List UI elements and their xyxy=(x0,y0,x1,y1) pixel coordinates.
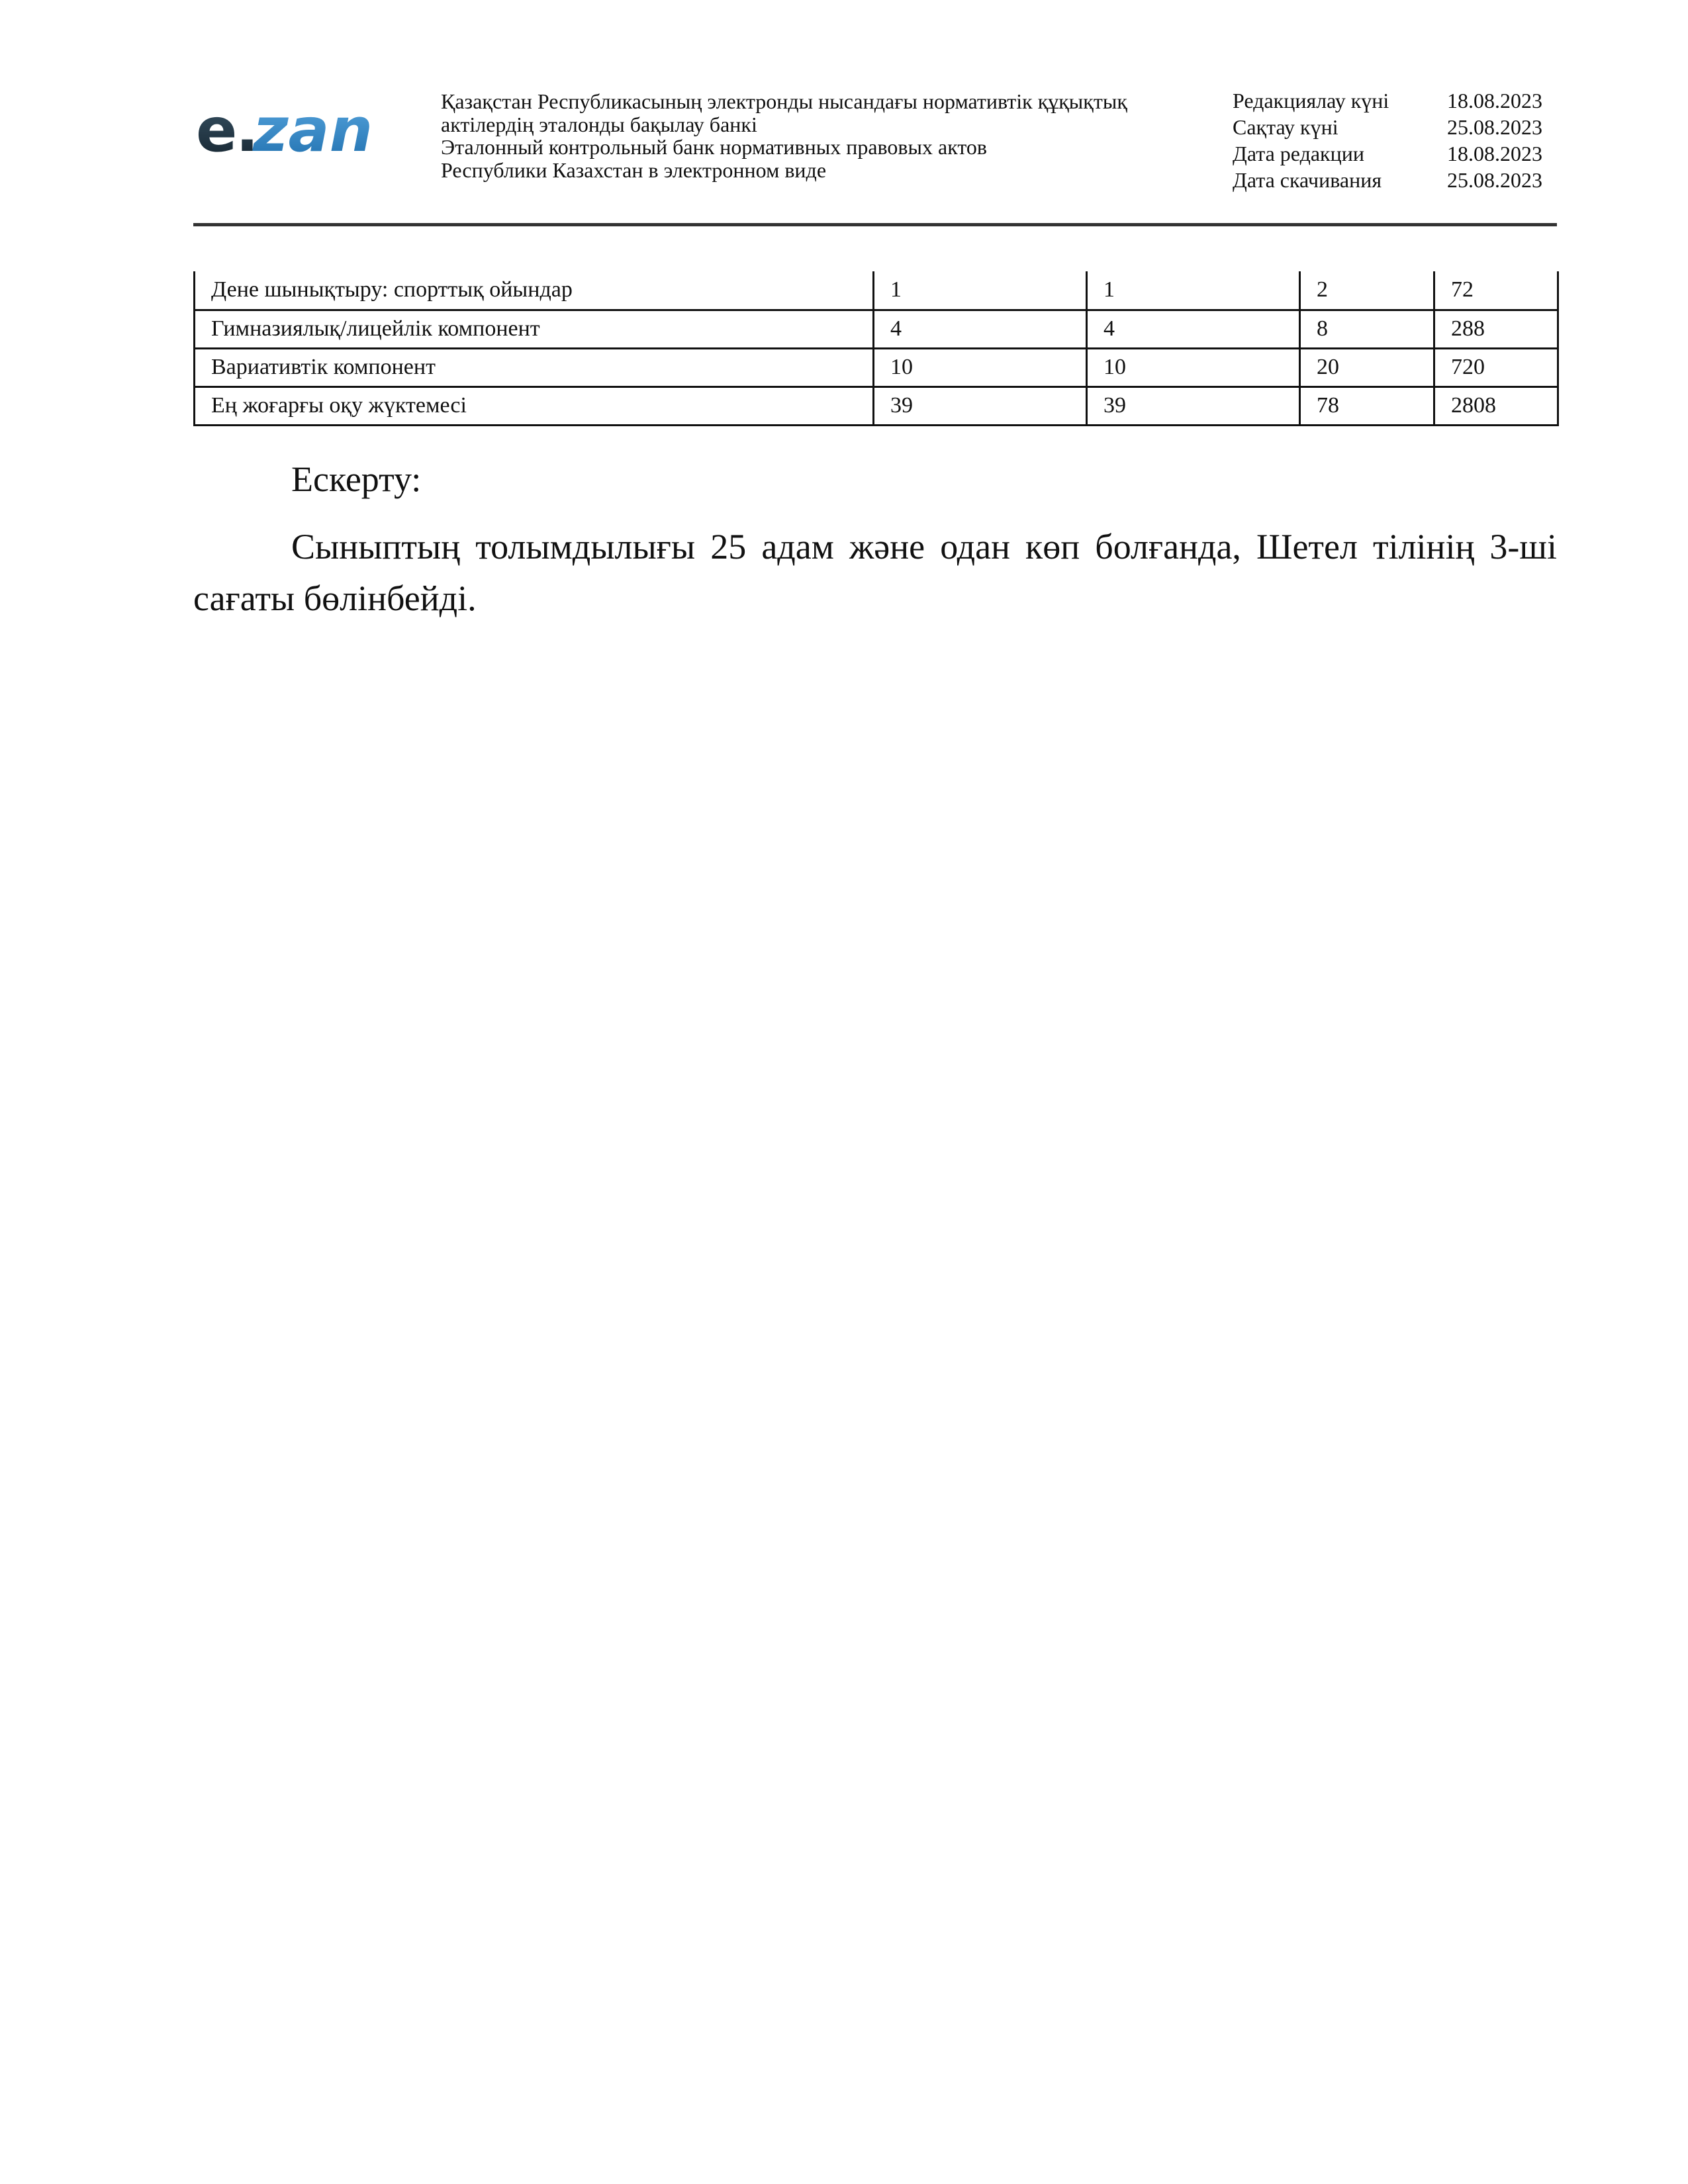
meta-value: 25.08.2023 xyxy=(1447,115,1542,139)
meta-label: Редакциялау күні xyxy=(1233,89,1389,113)
hours-cell: 4 xyxy=(874,310,1087,348)
header-description-line: актілердің эталонды бақылау банкі xyxy=(441,112,757,136)
subject-name-cell: Ең жоғарғы оқу жүктемесі xyxy=(195,387,874,425)
hours-cell: 1 xyxy=(1087,271,1300,310)
note-text: Сыныптың толымдылығы 25 адам және одан көп болғанда, Шетел тілінің 3-ші сағаты бөлінбейді. xyxy=(193,527,1557,618)
note-title: Ескерту: xyxy=(291,459,422,499)
hours-cell: 39 xyxy=(1087,387,1300,425)
annual-hours-cell: 72 xyxy=(1434,271,1558,310)
svg-text:e: e xyxy=(196,99,238,165)
hours-cell: 4 xyxy=(1087,310,1300,348)
svg-text:zan: zan xyxy=(253,99,373,165)
meta-row-edit-date-kz xyxy=(1233,87,1550,114)
header-description-line: Эталонный контрольный банк нормативных правовых актов xyxy=(441,135,988,159)
meta-value: 18.08.2023 xyxy=(1447,142,1542,165)
table-row xyxy=(195,271,1558,310)
header-meta xyxy=(1233,87,1550,193)
hours-cell: 10 xyxy=(1087,348,1300,387)
annual-hours-cell: 288 xyxy=(1434,310,1558,348)
header-description-line: Қазақстан Республикасының электронды нысандағы нормативтік құқықтық xyxy=(441,89,1127,113)
svg-text:.: . xyxy=(236,99,259,165)
subject-name-cell: Гимназиялық/лицейлік компонент xyxy=(195,310,874,348)
ezan-logo xyxy=(196,99,395,165)
subject-name-cell: Дене шынықтыру: спорттық ойындар xyxy=(195,271,874,310)
curriculum-table xyxy=(193,271,1559,426)
hours-cell: 10 xyxy=(874,348,1087,387)
meta-row-save-date-kz xyxy=(1233,114,1550,140)
meta-label: Сақтау күні xyxy=(1233,115,1338,139)
meta-label: Дата редакции xyxy=(1233,142,1364,165)
table-row xyxy=(195,310,1558,348)
ezan-logo-graphic xyxy=(196,99,395,165)
meta-row-download-date-ru xyxy=(1233,167,1550,193)
header-divider xyxy=(193,223,1557,226)
meta-label: Дата скачивания xyxy=(1233,168,1382,192)
hours-total-cell: 78 xyxy=(1300,387,1434,425)
annual-hours-cell: 2808 xyxy=(1434,387,1558,425)
hours-cell: 39 xyxy=(874,387,1087,425)
table-row xyxy=(195,348,1558,387)
subject-name-cell: Вариативтік компонент xyxy=(195,348,874,387)
hours-cell: 1 xyxy=(874,271,1087,310)
hours-total-cell: 20 xyxy=(1300,348,1434,387)
header-description xyxy=(441,90,1202,181)
header-description-line: Республики Казахстан в электронном виде xyxy=(441,158,827,182)
curriculum-table-container xyxy=(193,271,1557,426)
table-row xyxy=(195,387,1558,425)
meta-row-edit-date-ru xyxy=(1233,140,1550,167)
annual-hours-cell: 720 xyxy=(1434,348,1558,387)
meta-value: 25.08.2023 xyxy=(1447,168,1542,192)
hours-total-cell: 8 xyxy=(1300,310,1434,348)
hours-total-cell: 2 xyxy=(1300,271,1434,310)
meta-value: 18.08.2023 xyxy=(1447,89,1542,113)
